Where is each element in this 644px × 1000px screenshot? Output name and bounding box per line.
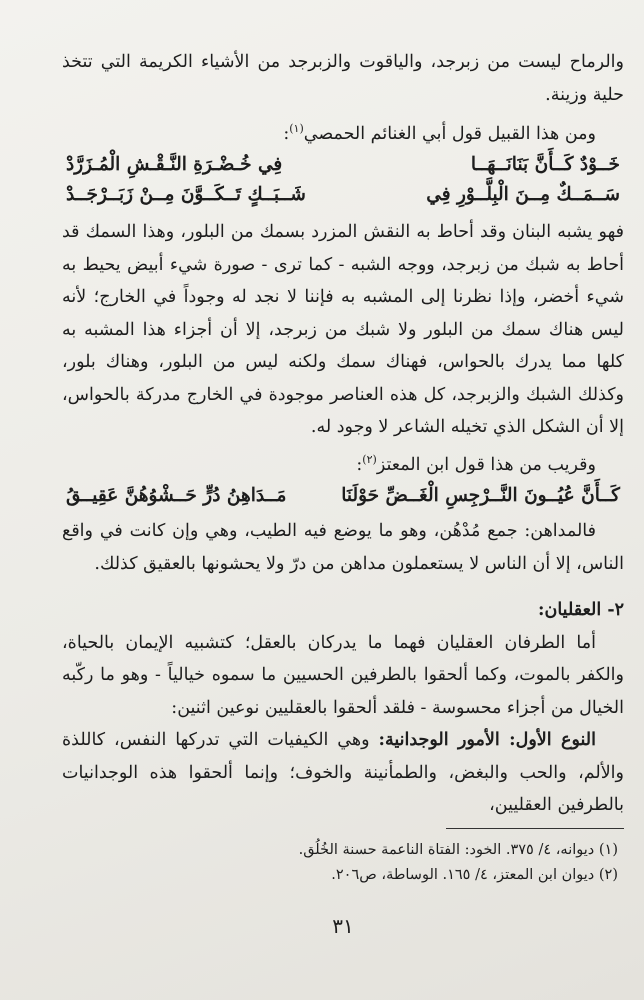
footnotes [62,838,618,888]
footnote-ref-2: (٢) [362,452,377,466]
verse-line-3 [62,481,624,511]
paragraph-explanation: فهو يشبه البنان وقد أحاط به النقش المزرد بسمك من البلور، وهذا السمك قد أحاط به شبك من زبرجد، ووجه الشبه - كما ترى - صورة شيء أبيض يحيط به شيء أخضر، وإذا نظرنا إلى المشبه به فإننا لا نجد له وجوداً في الخارج؛ لأنه ليس هناك سمك من البلور ولا شبك من زبرجد، إلا أن أجزاء هذا المشبه به كلها مما يدرك بالحواس، فهناك سمك ولكنه ليس من البلور، وهناك بلور، وكذلك الشبك والزبرجد، كل هذه العناصر موجودة في الخارج مدركة بالحواس، إلا أن الشكل الذي تخيله الشاعر لا وجود له. [62,222,624,438]
verse-3-hemistich-right: كَــأَنَّ عُيُــونَ النَّــرْجِسِ الْغَــضِّ حَوْلَنَا [341,485,620,507]
verse-line-1 [62,150,624,180]
paragraph-ibn-almutaz-intro: وقريب من هذا قول ابن المعتز$^{(٢)}$: [356,452,596,475]
verse-1-hemistich-left: فِي خُـضْـرَةِ النَّـقْـشِ الْمُـزَرَّدْ [66,154,283,176]
first-type-label: النوع الأول: الأمور الوجدانية: [378,730,596,751]
paragraph-abu-alghanaim-intro: ومن هذا القبيل قول أبي الغنائم الحمصي$^{(١)}$: [283,122,596,144]
footnote-2: (٢) ديوان ابن المعتز، ٤/ ١٦٥. الوساطة، ص٢٠٦. [331,867,618,883]
footnote-ref-1: (١) [289,122,304,135]
paragraph-first-type [62,724,624,822]
verse-2-hemistich-left: شَــبَــكٍ تَــكَــوَّنَ مِــنْ زَبَــرْجَــدْ [66,184,306,206]
footnote-1: (١) ديوانه، ٤/ ٣٧٥. الخود: الفتاة الناعمة حسنة الخُلُق. [298,842,618,858]
paragraph-madahin: فالمداهن: جمع مُدْهُن، وهو ما يوضع فيه الطيب، وهي وإن كانت في واقع الناس، إلا أن الناس لا يستعملون مداهن من درّ ولا يحشونها بالعقيق كذلك. [62,521,624,574]
verse-2-hemistich-right: سَــمَــكٌ مِــنَ الْبِلَّــوْرِ فِي [426,184,620,206]
paragraph-aqliyan: أما الطرفان العقليان فهما ما يدركان بالعقل؛ كتشبيه الإيمان بالحياة، والكفر بالموت، وكما ألحقوا بالطرفين الحسيين ما سموه خيالياً - وهو ما ركّبه الخيال من أجزاء محسوسة - فلقد ألحقوا بالعقليين نوعين اثنين: [62,632,624,718]
book-page [62,46,624,960]
first-type-text: وهي الكيفيات التي تدركها النفس، كاللذة والألم، والحب والبغض، والطمأنينة والخوف؛ وإنما ألحقوا هذه الوجدانيات بالطرفين العقليين، [62,730,624,816]
footnote-divider [446,828,624,829]
paragraph-rimah: والرماح ليست من زبرجد، والياقوت والزبرجد من الأشياء الكريمة التي تتخذ حلية وزينة. [62,52,624,105]
verse-3-hemistich-left: مَــدَاهِنُ دُرٍّ حَــشْوُهُنَّ عَقِيــقُ [66,485,287,507]
verse-line-2 [62,180,624,210]
intro-text-2: وقريب من هذا قول ابن المعتز [376,454,596,475]
section-heading-aqliyan: ٢- العقليان: [538,600,624,621]
page-number: ٣١ [332,914,354,938]
intro-text: ومن هذا القبيل قول أبي الغنائم الحمصي [303,123,596,144]
verse-1-hemistich-right: خَــوْدٌ كَــأَنَّ بَنَانَــهَــا [470,154,620,176]
